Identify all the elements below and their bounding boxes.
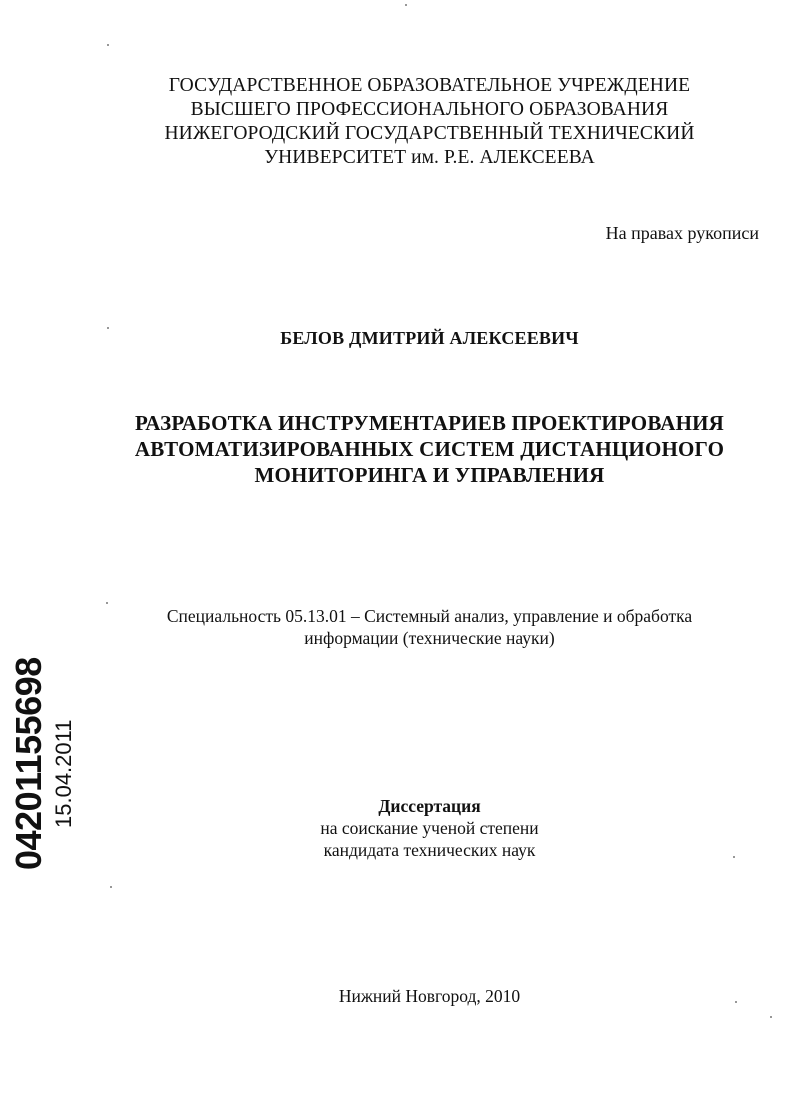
scan-speck	[106, 602, 108, 604]
institution-line: НИЖЕГОРОДСКИЙ ГОСУДАРСТВЕННЫЙ ТЕХНИЧЕСКИЙ	[164, 123, 695, 144]
stamp-date: 15.04.2011	[51, 719, 76, 828]
scan-speck	[107, 44, 109, 46]
author-name: БЕЛОВ ДМИТРИЙ АЛЕКСЕЕВИЧ	[280, 328, 579, 348]
title-line: АВТОМАТИЗИРОВАННЫХ СИСТЕМ ДИСТАНЦИОНОГО	[134, 437, 725, 461]
stamp-number: 04201155698	[8, 657, 49, 870]
institution-line: ВЫСШЕГО ПРОФЕССИОНАЛЬНОГО ОБРАЗОВАНИЯ	[190, 99, 669, 120]
degree-heading: Диссертация	[378, 796, 481, 816]
specialty	[32, 605, 795, 649]
institution-name	[32, 74, 795, 170]
degree-line: кандидата технических наук	[323, 840, 536, 860]
specialty-line: информации (технические науки)	[304, 628, 555, 648]
institution-line: УНИВЕРСИТЕТ им. Р.Е. АЛЕКСЕЕВА	[264, 147, 595, 168]
rights-note: На правах рукописи	[605, 223, 759, 243]
scan-speck	[770, 1016, 772, 1018]
scan-speck	[110, 886, 112, 888]
library-stamp	[10, 640, 74, 870]
scan-speck	[405, 4, 407, 6]
city-year: Нижний Новгород, 2010	[338, 986, 521, 1006]
title-line: РАЗРАБОТКА ИНСТРУМЕНТАРИЕВ ПРОЕКТИРОВАНИЯ	[134, 411, 725, 435]
title-line: МОНИТОРИНГА И УПРАВЛЕНИЯ	[254, 463, 605, 487]
institution-line: ГОСУДАРСТВЕННОЕ ОБРАЗОВАТЕЛЬНОЕ УЧРЕЖДЕНИЕ	[168, 75, 691, 96]
dissertation-title	[32, 410, 795, 488]
degree-statement	[32, 795, 795, 861]
degree-line: на соискание ученой степени	[320, 818, 539, 838]
specialty-line: Специальность 05.13.01 – Системный анализ, управление и обработка	[166, 606, 693, 626]
